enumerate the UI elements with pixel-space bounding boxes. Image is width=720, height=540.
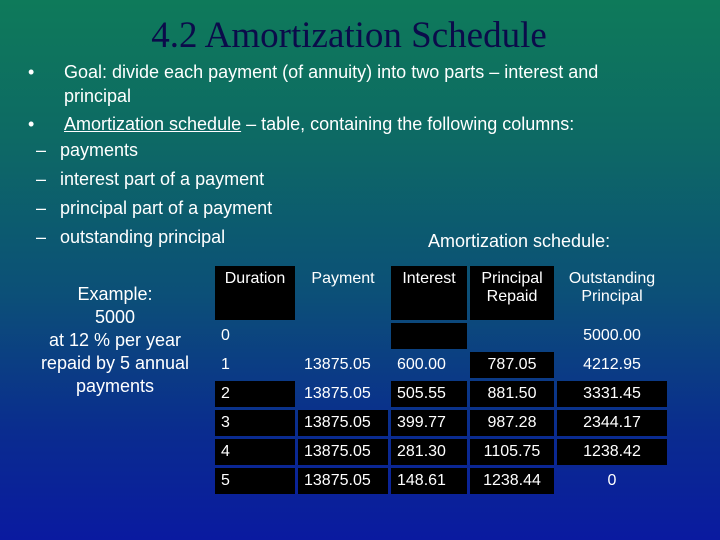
cell-interest: 505.55 (391, 381, 467, 407)
cell-payment: 13875.05 (298, 439, 388, 465)
example-line: at 12 % per year (48, 330, 182, 350)
dash: – (36, 227, 47, 247)
cell-outstanding: 2344.17 (557, 410, 667, 436)
cell-principal: 987.28 (470, 410, 554, 436)
table-row (215, 468, 667, 494)
cell-duration: 3 (215, 410, 295, 436)
cell-payment: 13875.05 (298, 468, 388, 494)
cell-principal: 881.50 (470, 381, 554, 407)
cell-payment: 13875.05 (304, 356, 371, 373)
cell-outstanding: 0 (607, 472, 617, 489)
header-payment: Payment (311, 270, 375, 287)
cell-duration: 4 (215, 439, 295, 465)
cell-interest: 399.77 (391, 410, 467, 436)
table-header-row (215, 266, 667, 320)
cell-duration: 2 (215, 381, 295, 407)
cell-principal: 787.05 (470, 352, 554, 378)
example-line: payments (75, 376, 155, 396)
cell-outstanding: 1238.42 (557, 439, 667, 465)
example-line: Example: (77, 284, 153, 304)
cell-payment: 13875.05 (304, 385, 371, 402)
bullet-dot: • (28, 62, 35, 82)
header-interest: Interest (391, 266, 467, 320)
cell-principal (470, 323, 554, 349)
table-row (215, 381, 667, 407)
cell-payment (298, 323, 388, 349)
cell-outstanding: 4212.95 (583, 356, 641, 373)
sub-item-label: interest part of a payment (60, 169, 265, 189)
header-duration: Duration (215, 266, 295, 320)
cell-duration: 0 (221, 327, 230, 344)
cell-duration: 5 (215, 468, 295, 494)
cell-interest: 281.30 (391, 439, 467, 465)
header-outstanding-principal: Outstanding Principal (568, 270, 656, 305)
bullet-schedule-text (64, 112, 684, 136)
example-line: 5000 (94, 307, 136, 327)
dash: – (36, 140, 47, 160)
dash: – (36, 198, 47, 218)
cell-interest: 600.00 (397, 356, 446, 373)
cell-principal: 1105.75 (470, 439, 554, 465)
amortization-schedule-term: Amortization schedule (64, 114, 242, 134)
cell-outstanding: 3331.45 (557, 381, 667, 407)
example-text (20, 283, 210, 398)
cell-principal: 1238.44 (470, 468, 554, 494)
dash: – (36, 169, 47, 189)
cell-interest: 148.61 (391, 468, 467, 494)
sub-item-label: payments (60, 140, 139, 160)
bullet-dot: • (28, 114, 35, 134)
sub-item-label: outstanding principal (60, 227, 226, 247)
example-line: repaid by 5 annual (40, 353, 190, 373)
table-row (215, 439, 667, 465)
cell-payment: 13875.05 (298, 410, 388, 436)
cell-duration: 1 (221, 356, 230, 373)
cell-interest (391, 323, 467, 349)
sub-item-label: principal part of a payment (60, 198, 273, 218)
table-row (215, 352, 667, 378)
schedule-label: Amortization schedule: (428, 231, 611, 251)
table-row (215, 410, 667, 436)
cell-outstanding: 5000.00 (583, 327, 641, 344)
amortization-table (212, 263, 670, 497)
table-row (215, 323, 667, 349)
bullet-schedule-rest: – table, containing the following columns: (241, 114, 575, 134)
page-title: 4.2 Amortization Schedule (151, 15, 547, 56)
bullet-goal-text: Goal: divide each payment (of annuity) into two parts – interest and principal (64, 62, 599, 106)
header-principal-repaid: Principal Repaid (470, 266, 554, 320)
